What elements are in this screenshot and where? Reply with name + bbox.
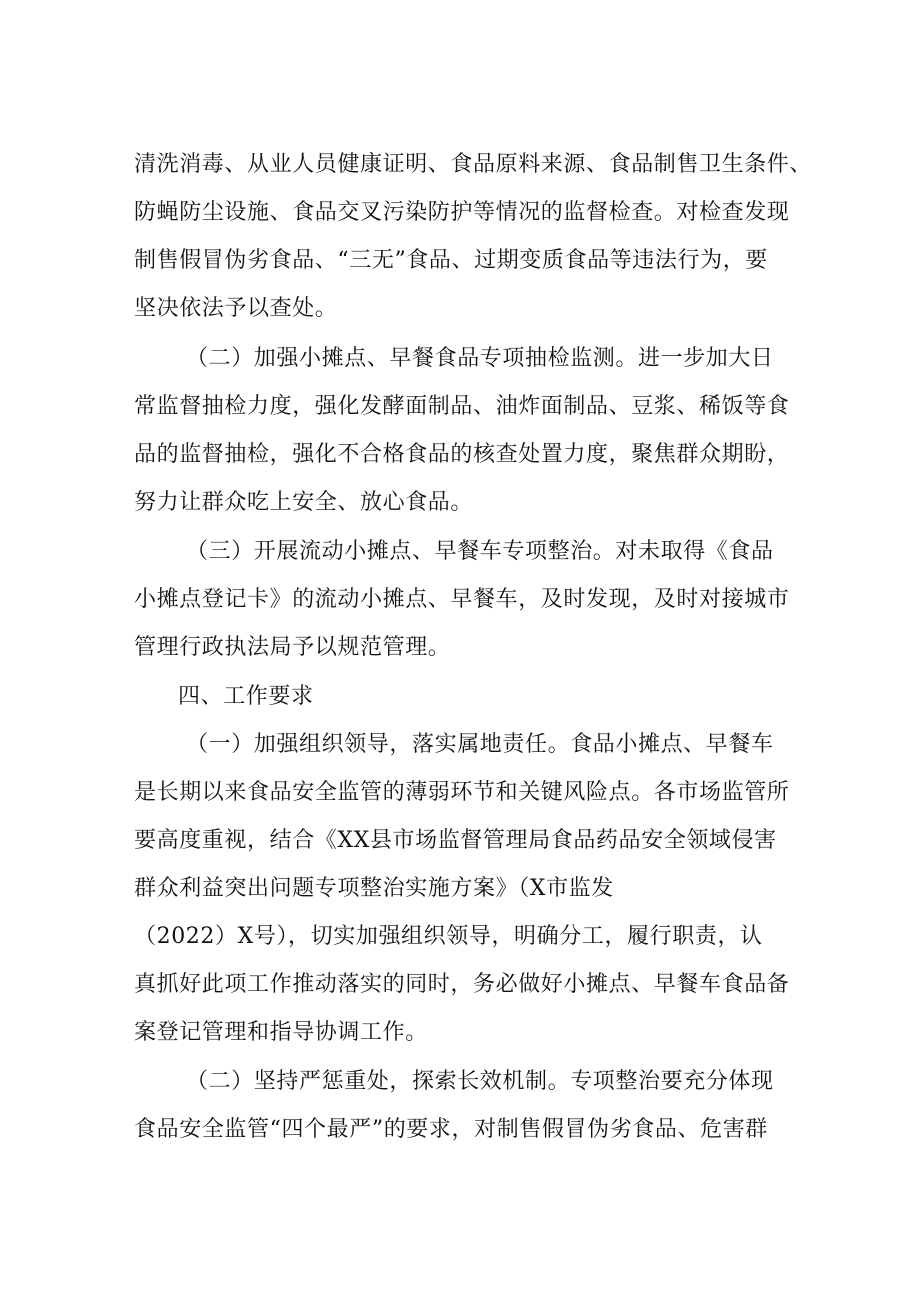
text-line: 是长期以来食品安全监管的薄弱环节和关键风险点。各市场监管所: [134, 780, 790, 805]
text-line: 制售假冒伪劣食品、“三无”食品、过期变质食品等违法行为，要: [134, 248, 768, 273]
text-line: 小摊点登记卡》的流动小摊点、早餐车，及时发现，及时对接城市: [134, 587, 790, 612]
text-line: 真抓好此项工作推动落实的同时，务必做好小摊点、早餐车食品备: [134, 972, 790, 997]
text-line: 防蝇防尘设施、食品交叉污染防护等情况的监督检查。对检查发现: [134, 200, 790, 225]
text-line: 努力让群众吃上安全、放心食品。: [134, 490, 474, 515]
section-heading: 四、工作要求: [178, 684, 314, 709]
text-line: 常监督抽检力度，强化发酵面制品、油炸面制品、豆浆、稀饭等食: [134, 394, 790, 419]
paragraph-heading-2: （二）加强小摊点、早餐食品专项抽检监测。进一步加大日: [186, 346, 774, 371]
text-line: 管理行政执法局予以规范管理。: [134, 635, 451, 660]
paragraph-heading-2b: （二）坚持严惩重处，探索长效机制。专项整治要充分体现: [186, 1069, 774, 1094]
text-line: 要高度重视，结合《XX县市场监督管理局食品药品安全领域侵害: [134, 828, 777, 853]
text-line: 品的监督抽检，强化不合格食品的核查处置力度，聚焦群众期盼，: [134, 442, 790, 467]
text-line: （2022）X号），切实加强组织领导，明确分工，履行职责，认: [134, 924, 763, 949]
text-line: 清洗消毒、从业人员健康证明、食品原料来源、食品制售卫生条件、: [134, 152, 813, 177]
text-line: 案登记管理和指导协调工作。: [134, 1020, 428, 1045]
paragraph-heading-1: （一）加强组织领导，落实属地责任。食品小摊点、早餐车: [186, 732, 774, 757]
paragraph-heading-3: （三）开展流动小摊点、早餐车专项整治。对未取得《食品: [186, 539, 774, 564]
text-line: 坚决依法予以查处。: [134, 296, 338, 321]
text-line: 群众利益突出问题专项整治实施方案》（X市监发: [134, 876, 614, 901]
text-line: 食品安全监管“四个最严”的要求，对制售假冒伪劣食品、危害群: [134, 1117, 768, 1142]
